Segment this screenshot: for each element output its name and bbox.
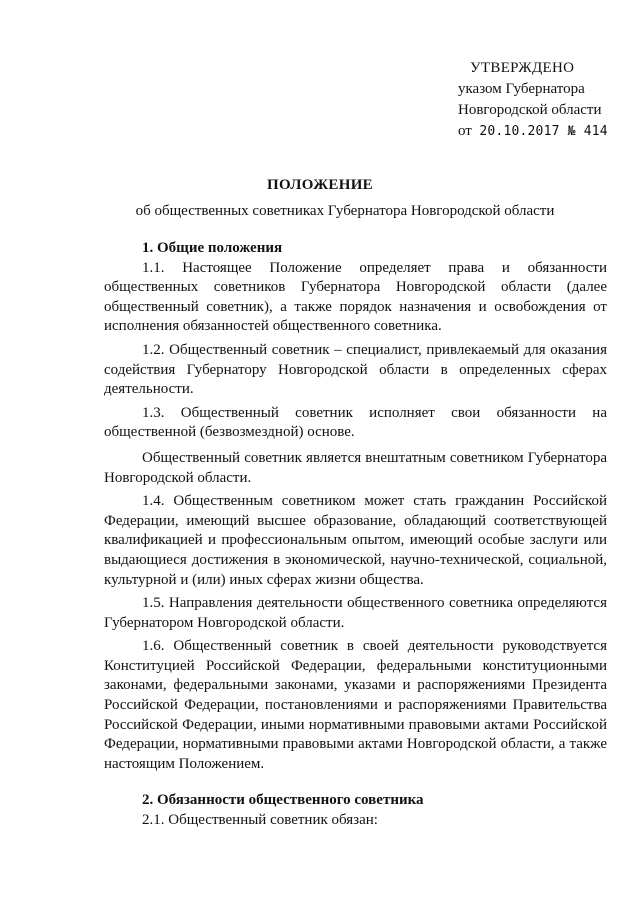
document-body [104,239,607,831]
section-1-heading: 1. Общие положения [142,240,283,256]
approval-date-prefix: от [458,123,472,139]
paragraph-1-4: 1.4. Общественным советником может стать гражданин Российской Федерации, имеющий высшее образование, обладающий соответствующей квалификацией и профессиональным опытом, имеющий особые заслуги или выдающиеся достижения в экономической, научно-технической, социальной, культурной и (или) иных сферах жизни общества. [104,493,607,588]
approval-title: УТВЕРЖДЕНО [470,60,575,76]
paragraph-1-1: 1.1. Настоящее Положение определяет права и обязанности общественных советников Губернатора Новгородской области (далее общественный советник), а также порядок назначения и освобождения от исполнения обязанностей общественного советника. [104,259,607,335]
paragraph-1-3-note: Общественный советник является внештатным советником Губернатора Новгородской области. [104,449,607,486]
approval-date-number: 20.10.2017 № 414 [479,124,608,139]
approval-stamp [458,58,628,142]
approval-line-1: указом Губернатора [458,81,585,97]
paragraph-1-5: 1.5. Направления деятельности общественного советника определяются Губернатором Новгородской области. [104,595,607,631]
document-subtitle: об общественных советниках Губернатора Новгородской области [135,203,555,219]
section-2-heading: 2. Обязанности общественного советника [142,792,424,809]
document-title: ПОЛОЖЕНИЕ [267,177,373,193]
paragraph-1-3: 1.3. Общественный советник исполняет свои обязанности на общественной (безвозмездной) основе. [104,404,607,441]
approval-date-row [458,121,628,142]
paragraph-2-1: 2.1. Общественный советник обязан: [142,812,378,829]
paragraph-1-2: 1.2. Общественный советник – специалист, привлекаемый для оказания содействия Губернатору Новгородской области в определенных сферах деятельности. [104,341,607,398]
approval-line-2: Новгородской области [458,102,602,118]
paragraph-1-6: 1.6. Общественный советник в своей деятельности руководствуется Конституцией Российской Федерации, федеральными конституционными законами, федеральными законами, указами и распоряжениями Президента Российской Федерации, постановлениями и распоряжениями Правительства Российской Федерации, иными нормативными правовыми актами Российской Федерации, нормативными правовыми актами Новгородской области, а также настоящим Положением. [104,638,607,772]
